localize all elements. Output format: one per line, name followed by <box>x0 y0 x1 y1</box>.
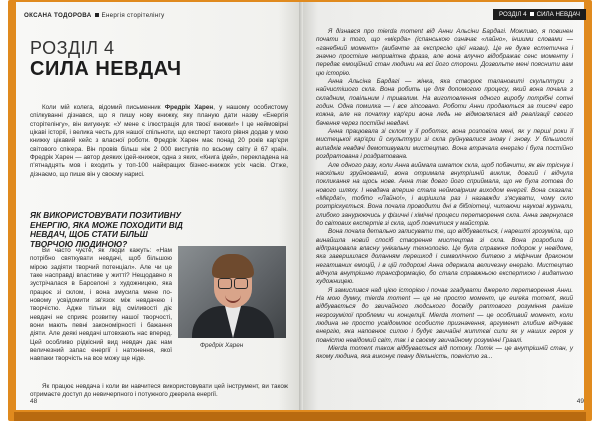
right-paragraph: Анна Альсіна Бардагі — жінка, яка створює талановиті скульптури з найчистішого скла. Вона робить це для допомогою процесу, який вона почала з складним, повільним і тривалим. На виготовлення одного виробу потрібні сотні годин. Одна помилка — і все зіпсовано. Роботи Анни продаються за тисячі євро кожна, але на початку кар'єри вона ледь не відмовлялася від реалізації своєго бачення через постійні невдачі. <box>316 78 573 127</box>
running-head-book: Енергія сторітелінгу <box>101 12 165 19</box>
photo-caption: Фредрік Харен <box>200 342 244 349</box>
right-page-body <box>316 28 573 362</box>
intro-text-after: , у нашому особистому спілкуванні дізнався, що я пишу нову книжку, яку планую дати назву «Енергія сторітелінгу», він вигукнув: «У мене є ілюстрація для твоєї книжки!» І це неймовірні цікаві історії, і велика честь для нашої спільноти, що експерт такого рівня додав у мою книжку цікавий кейс з власної роботи. Фредрік Харен має понад 20 років кар'єри світового спікера. Він провів більш ніж 2 000 виступів по всьому світу й 67 країн. Фредрік Харен — автор деяких ідей-книжок, одна з яких, «Книга ідей», перекладена на п'ятнадцять мов і входить у топ-100 найкращих бізнес-книжок усіх часів. Отже, дізнаємо, що пише він у своєму нарисі. <box>30 104 288 178</box>
column-paragraph-text: Ви часто чуєте, як люди кажуть: «Нам потрібно святкувати невдачі, щоб більшою мірою задіяти творчий потенціал». Але чи це таке насправді властиве у житті? Нещодавно я зустрічалася в Барселоні з художницею, яка працює зі склом, і вона змусила мене по-новому усвідомити зв'язок між невдачею і творчістю. Адже тільки від сміливості діє невдачі не сприяє розвитку нашої творчості, вони мають певні закономірності і бажання діяти. Але деякі невдачі штовхають нас вперед. Цей особливо рідкісний вид невдач дає нам величезний запас енергії і натхнення, якої навпаки творчість на все можу ще ніде. <box>30 247 172 363</box>
left-running-head <box>24 12 165 19</box>
running-head-chapter: РОЗДІЛ 4 <box>498 11 527 18</box>
square-bullet-icon <box>530 12 534 16</box>
right-paragraph: Вона почала детально записувати те, що відбувається, і нарешті зрозуміла, що винайшла новий спосіб створення мистецтва зі скла. Вона розробила й відпрацювала власну унікальну технологію. Це була справжня подорож у невідоме, яка завершилася доланням перешкод і символічною битвою з міфічним драконом негативних емоцій, і в цій подорожі Анна одержала величезну енергію. Мистецтво відчула внутрішню трансформацію, бо стала справжньою експерткою і видатною художницею. <box>316 228 573 286</box>
right-paragraph: Я замислився над цією історією і почав згадувати джерело перетворення Анни. На мою думку, mierda moment — це не просто момент, це eureka moment, який відбувається до звичайного людського досвіду раптового розуміння раніше незрозумілої проблеми чи концепції. Mierda moment — це особливий момент, коли людина не просто усвідомлює особисте призначення, аргумент глибше відчуває енергію, яка наповнює силою і будує звичайні життєві сили як у наших героя у повністю невідомий світ, так і в своєму звичайному розумінні Граалі. <box>316 286 573 344</box>
author-photo <box>178 246 286 338</box>
right-paragraph: Mierda moment також відбувається від потоку. Потік — це внутрішній стан, у якому людина, яка виконує певну діяльність, повністю за... <box>316 345 573 361</box>
question-heading: ЯК ВИКОРИСТОВУВАТИ ПОЗИТИВНУ ЕНЕРГІЮ, ЯКА МОЖЕ ПОХОДИТИ ВІД НЕВДАЧ, ЩОБ СТАТИ БІЛЬШ ТВОРЧОЮ ЛЮДИНОЮ? <box>30 211 183 249</box>
intro-highlighted-name: Фредрік Харен <box>164 104 214 111</box>
bottom-paragraph <box>30 383 288 400</box>
chapter-title: СИЛА НЕВДАЧ <box>30 58 182 80</box>
right-page-number: 49 <box>576 398 584 405</box>
running-head-title: СИЛА НЕВДАЧ <box>536 11 580 18</box>
intro-paragraph <box>30 104 288 179</box>
book-cover-edge <box>14 412 586 421</box>
square-bullet-icon <box>95 13 99 17</box>
left-page-number: 48 <box>30 398 38 405</box>
intro-text-before: Коли мій колега, відомий письменник <box>42 104 165 111</box>
book-gutter <box>299 2 303 410</box>
right-running-head <box>493 9 586 20</box>
right-paragraph: Анна працювала зі склом у її роботах, вона розповіла мені, як у перші роки її мистецької кар'єри й скульптури зі скла руйнувалися знову і знову. У більшості випадків невдачі демотивували мистецтво. Вона втрачала енергію і була постійно роздратована і роздратована. <box>316 128 573 161</box>
column-paragraph <box>30 247 172 364</box>
right-paragraph: Я дізнався про mierda moment від Анни Альсіни Бардагі. Можливо, я повинен почати з того, що «мієрда» (іспанською означає «лайно», іншими словами — «ганебний момент» (вибачте за експресію цієї назви). Це не дуже естетична і значно простіше непривітна фраза, але вона влучно відображає сенс моменту і передає емоційний стан людини на всі його сторони. Дозвольте мені пояснити вам цю історію. <box>316 28 573 77</box>
right-paragraph: Але одного разу, коли Анна виймала шматок скла, щоб побачити, як він тріснув і наскільки зруйнований, вона отримала внутрішній виклик, довгий і відчула покликання на щось нове. Анна так довго його сприймала, що не була готова до нового шляху. І невдача вперше стала неймовірним виходом енергії. Вона сказала: «Мієрда!», тобто «Лайно!», і вирішила раз і назавжди з'ясувати, чому скло розтріскується. Вона почала проводити дні в бібліотеці, читаючи наукові журнали, глибоко занурюючись у фізичні і хімічні процеси перетворення скла. Анна звернулася до світових експертів зі скла, щоб повчитися у майстрів. <box>316 161 573 227</box>
running-head-author: ОКСАНА ТОДОРОВА <box>24 12 92 19</box>
chapter-label: РОЗДІЛ 4 <box>30 38 115 58</box>
bottom-paragraph-text: Як працює невдача і коли ви навчитеся використовувати цей інструмент, ви також отримаєте доступ до невичерпного і потужного джерела енергії. <box>30 383 288 399</box>
